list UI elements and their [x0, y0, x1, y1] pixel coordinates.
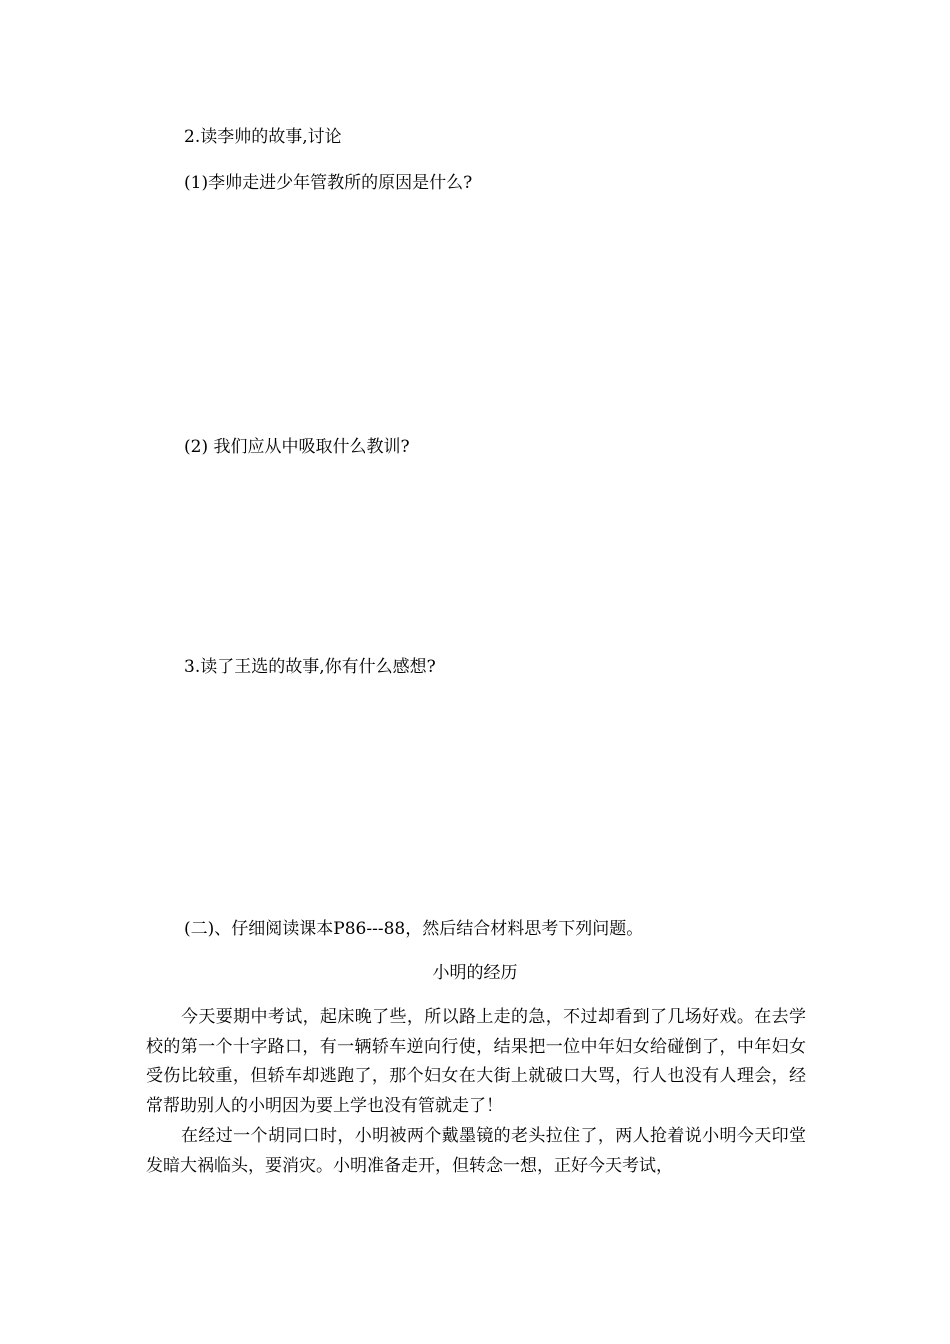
question-2-2: (2) 我们应从中吸取什么教训? [184, 437, 410, 457]
question-2-1: (1)李帅走进少年管教所的原因是什么? [184, 173, 473, 193]
section-2-heading: (二)、仔细阅读课本P86---88，然后结合材料思考下列问题。 [184, 919, 644, 939]
question-2-heading: 2.读李帅的故事,讨论 [184, 127, 342, 147]
story-title: 小明的经历 [432, 963, 518, 983]
story-paragraph-1: 今天要期中考试，起床晚了些，所以路上走的急，不过却看到了几场好戏。在去学校的第一个十字路口，有一辆轿车逆向行使，结果把一位中年妇女给碰倒了，中年妇女受伤比较重，但轿车却逃跑了，那个妇女在大街上就破口大骂，行人也没有人理会，经常帮助别人的小明因为要上学也没有管就走了！ [146, 1007, 806, 1116]
story-paragraph-2: 在经过一个胡同口时，小明被两个戴墨镜的老头拉住了，两人抢着说小明今天印堂发暗大祸临头，要消灾。小明准备走开，但转念一想，正好今天考试， [146, 1126, 806, 1176]
question-3: 3.读了王选的故事,你有什么感想? [184, 657, 436, 677]
